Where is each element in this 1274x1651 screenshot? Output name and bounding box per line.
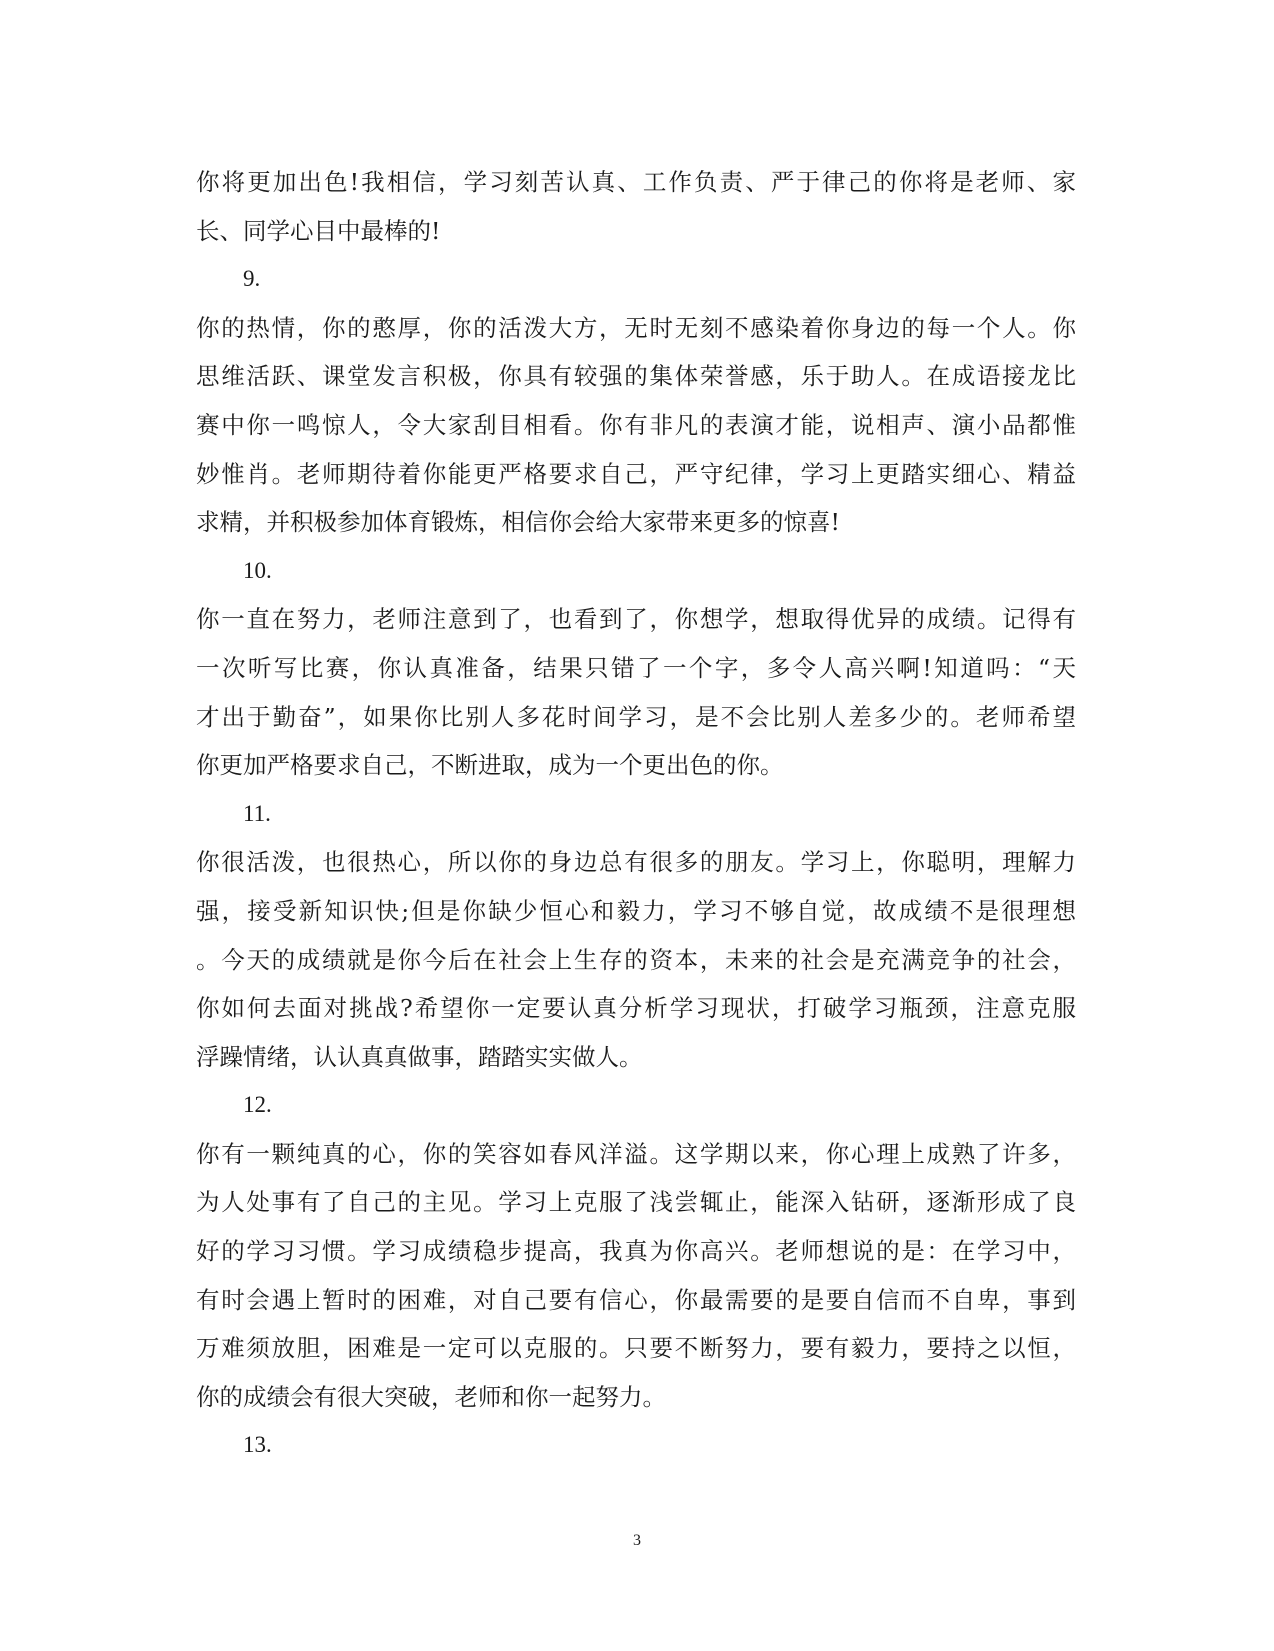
page-number: 3 [633, 1532, 641, 1549]
text-line: 。今天的成绩就是你今后在社会上生存的资本，未来的社会是充满竞争的社会， [196, 945, 1076, 974]
text-line: 万难须放胆，困难是一定可以克服的。只要不断努力，要有毅力，要持之以恒， [196, 1334, 1076, 1363]
item-number: 13. [243, 1432, 272, 1458]
text-line: 你如何去面对挑战?希望你一定要认真分析学习现状，打破学习瓶颈，注意克服 [196, 994, 1076, 1023]
text-line: 一次听写比赛，你认真准备，结果只错了一个字，多令人高兴啊!知道吗：“天 [196, 653, 1076, 682]
text-line: 你一直在努力，老师注意到了，也看到了，你想学，想取得优异的成绩。记得有 [196, 605, 1076, 634]
item-number: 9. [243, 266, 261, 292]
text-line: 你的热情，你的憨厚，你的活泼大方，无时无刻不感染着你身边的每一个人。你 [196, 313, 1076, 342]
text-line: 你有一颗纯真的心，你的笑容如春风洋溢。这学期以来，你心理上成熟了许多， [196, 1139, 1076, 1168]
paragraph [196, 158, 1076, 255]
text-line: 浮躁情绪，认认真真做事，踏踏实实做人。 [196, 1042, 643, 1071]
item-number: 12. [243, 1092, 272, 1118]
text-line: 妙惟肖。老师期待着你能更严格要求自己，严守纪律，学习上更踏实细心、精益 [196, 459, 1076, 488]
paragraph [196, 838, 1076, 1081]
text-line: 你的成绩会有很大突破，老师和你一起努力。 [196, 1382, 666, 1411]
text-line: 你更加严格要求自己，不断进取，成为一个更出色的你。 [196, 751, 784, 780]
text-line: 思维活跃、课堂发言积极，你具有较强的集体荣誉感，乐于助人。在成语接龙比 [196, 362, 1076, 391]
text-line: 长、同学心目中最棒的! [196, 216, 441, 245]
document-body [196, 158, 1076, 1470]
text-line: 求精，并积极参加体育锻炼，相信你会给大家带来更多的惊喜! [196, 508, 840, 537]
text-line: 好的学习习惯。学习成绩稳步提高，我真为你高兴。老师想说的是：在学习中， [196, 1237, 1076, 1266]
text-line: 才出于勤奋”，如果你比别人多花时间学习，是不会比别人差多少的。老师希望 [196, 702, 1076, 731]
text-line: 强，接受新知识快;但是你缺少恒心和毅力，学习不够自觉，故成绩不是很理想 [196, 896, 1076, 925]
text-line: 为人处事有了自己的主见。学习上克服了浅尝辄止，能深入钻研，逐渐形成了良 [196, 1188, 1076, 1217]
text-line: 有时会遇上暂时的困难，对自己要有信心，你最需要的是要自信而不自卑，事到 [196, 1285, 1076, 1314]
text-line: 赛中你一鸣惊人，令大家刮目相看。你有非凡的表演才能，说相声、演小品都惟 [196, 410, 1076, 439]
text-line: 你很活泼，也很热心，所以你的身边总有很多的朋友。学习上，你聪明，理解力 [196, 848, 1076, 877]
item-number: 10. [243, 557, 272, 583]
paragraph [196, 1130, 1076, 1422]
paragraph [196, 304, 1076, 547]
text-line: 你将更加出色!我相信，学习刻苦认真、工作负责、严于律己的你将是老师、家 [196, 168, 1076, 196]
item-number: 11. [243, 800, 271, 826]
paragraph [196, 595, 1076, 789]
